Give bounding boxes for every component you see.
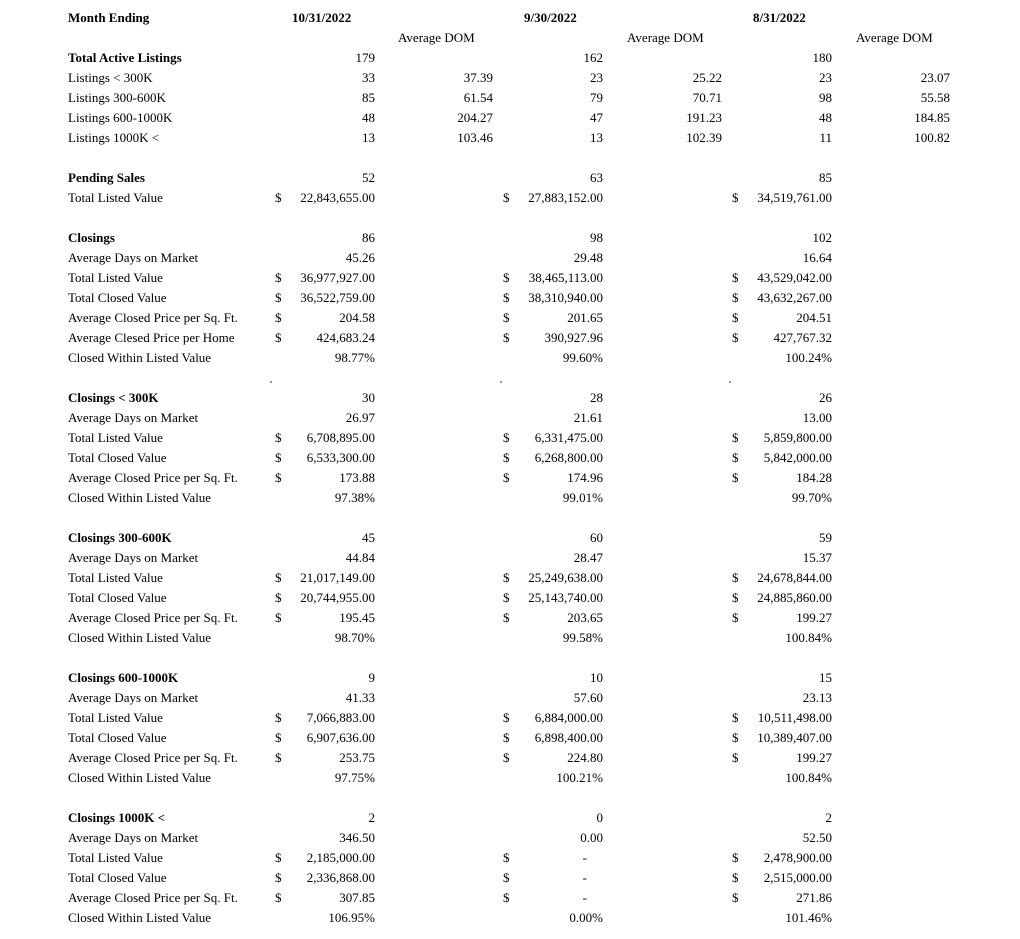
row-label: Average Days on Market [68,250,199,265]
cell-value: 184.28 [796,470,832,485]
cell-value: 11 [819,130,832,145]
table-row [0,888,1020,908]
cell-value: 28 [590,390,603,405]
currency-symbol: $ [503,430,510,445]
cell-value: 199.27 [796,750,832,765]
table-row [0,108,1020,128]
currency-symbol: $ [275,450,282,465]
table-row [0,308,1020,328]
row-label: Closed Within Listed Value [68,630,212,645]
table-row [0,688,1020,708]
cell-value: 99.01% [562,490,603,505]
stray-mark [729,381,731,383]
currency-symbol: $ [275,710,282,725]
row-label: Total Closed Value [68,290,167,305]
cell-value: 15 [819,670,832,685]
currency-symbol: $ [503,850,510,865]
cell-value: 199.27 [796,610,832,625]
cell-value: 10,389,407.00 [757,730,832,745]
period-header-1: 10/31/2022 [292,10,352,25]
table-row [0,908,1020,928]
currency-symbol: $ [503,470,510,485]
currency-symbol: $ [732,710,739,725]
cell-value: 79 [590,90,603,105]
currency-symbol: $ [732,450,739,465]
row-label: Listings 300-600K [68,90,166,105]
cell-value: 21.61 [573,410,603,425]
cell-value: 7,066,883.00 [306,710,375,725]
cell-value: 41.33 [345,690,375,705]
average-dom-value: 100.82 [914,130,950,145]
section-heading: Total Active Listings [68,50,182,65]
currency-symbol: $ [732,850,739,865]
row-label: Average Closed Price per Sq. Ft. [68,890,238,905]
cell-value: 24,885,860.00 [757,590,832,605]
table-row [0,808,1020,828]
stray-mark [500,381,502,383]
section-heading: Closings [68,230,115,245]
cell-value: 43,529,042.00 [757,270,832,285]
section-heading: Closings 1000K < [68,810,165,825]
currency-symbol: $ [732,890,739,905]
currency-symbol: $ [275,730,282,745]
cell-value: 99.60% [562,350,603,365]
cell-value: 85 [819,170,832,185]
currency-symbol: $ [732,750,739,765]
average-dom-value: 191.23 [686,110,722,125]
cell-value: 100.24% [785,350,832,365]
cell-value: 13 [362,130,375,145]
cell-value: 21,017,149.00 [300,570,375,585]
row-label: Total Listed Value [68,850,163,865]
cell-value: 6,884,000.00 [534,710,603,725]
cell-value: 59 [819,530,832,545]
row-label: Closed Within Listed Value [68,770,212,785]
cell-value: 23.13 [802,690,832,705]
table-row [0,328,1020,348]
currency-symbol: $ [503,290,510,305]
cell-value: 47 [590,110,603,125]
table-row [0,428,1020,448]
cell-value: 10,511,498.00 [757,710,832,725]
currency-symbol: $ [503,270,510,285]
table-row [0,128,1020,148]
cell-value: 27,883,152.00 [528,190,603,205]
row-label: Total Listed Value [68,190,163,205]
row-label: Total Closed Value [68,590,167,605]
table-row [0,588,1020,608]
table-row [0,528,1020,548]
cell-value: 2 [825,810,832,825]
currency-symbol: $ [732,610,739,625]
currency-symbol: $ [275,190,282,205]
cell-value: 307.85 [339,890,375,905]
cell-value: 57.60 [573,690,603,705]
row-label: Average Closed Price per Sq. Ft. [68,470,238,485]
cell-value: 100.21% [556,770,603,785]
cell-value: 9 [368,670,375,685]
currency-symbol: $ [503,870,510,885]
cell-value: 16.64 [802,250,832,265]
currency-symbol: $ [503,730,510,745]
cell-value: 2,478,900.00 [763,850,832,865]
currency-symbol: $ [275,890,282,905]
cell-value: 85 [362,90,375,105]
currency-symbol: $ [732,330,739,345]
cell-value: 38,465,113.00 [528,270,603,285]
cell-value: 253.75 [339,750,375,765]
table-row [0,448,1020,468]
average-dom-value: 37.39 [463,70,493,85]
table-row [0,388,1020,408]
cell-value: 44.84 [345,550,375,565]
cell-value: 22,843,655.00 [300,190,375,205]
table-row [0,768,1020,788]
cell-value: 25,249,638.00 [528,570,603,585]
table-row [0,608,1020,628]
dom-header-3: Average DOM [856,30,933,45]
section-heading: Closings < 300K [68,390,159,405]
cell-value: 5,859,800.00 [763,430,832,445]
cell-value: 180 [812,50,832,65]
average-dom-value: 102.39 [686,130,722,145]
currency-symbol: $ [732,570,739,585]
cell-value: 203.65 [567,610,603,625]
stray-mark [270,381,272,383]
cell-value: 99.70% [791,490,832,505]
currency-symbol: $ [275,590,282,605]
currency-symbol: $ [503,310,510,325]
table-row [0,468,1020,488]
row-label: Average Closed Price per Sq. Ft. [68,310,238,325]
table-row [0,728,1020,748]
section-heading: Closings 300-600K [68,530,172,545]
cell-value: 48 [819,110,832,125]
cell-value: 52 [362,170,375,185]
average-dom-value: 204.27 [457,110,493,125]
cell-value: 195.45 [339,610,375,625]
cell-value: 6,533,300.00 [306,450,375,465]
cell-value: 43,632,267.00 [757,290,832,305]
currency-symbol: $ [275,850,282,865]
cell-value: 271.86 [796,890,832,905]
currency-symbol: $ [503,750,510,765]
average-dom-value: 103.46 [457,130,493,145]
cell-value: 48 [362,110,375,125]
cell-value: 6,898,400.00 [534,730,603,745]
cell-value: 6,331,475.00 [534,430,603,445]
period-header-3: 8/31/2022 [753,10,806,25]
row-label: Average Clesed Price per Home [68,330,235,345]
cell-value: 100.84% [785,770,832,785]
currency-symbol: $ [503,890,510,905]
cell-value: 86 [362,230,375,245]
average-dom-value: 25.22 [692,70,722,85]
row-label: Total Listed Value [68,570,163,585]
cell-value: 60 [590,530,603,545]
cell-value: 2,185,000.00 [306,850,375,865]
table-row [0,748,1020,768]
cell-value: 102 [812,230,832,245]
cell-value: 26.97 [345,410,375,425]
row-label: Listings 1000K < [68,130,160,145]
currency-symbol: $ [503,610,510,625]
currency-symbol: $ [275,750,282,765]
currency-symbol: $ [732,470,739,485]
cell-value: 30 [362,390,375,405]
cell-value: 6,268,800.00 [534,450,603,465]
currency-symbol: $ [732,870,739,885]
cell-value: 0 [596,810,603,825]
cell-value: 346.50 [339,830,375,845]
dom-header-2: Average DOM [627,30,704,45]
cell-value: 24,678,844.00 [757,570,832,585]
currency-symbol: $ [503,330,510,345]
cell-value: 201.65 [567,310,603,325]
currency-symbol: $ [503,570,510,585]
cell-value: 2,336,868.00 [306,870,375,885]
cell-value: 0.00% [569,910,603,925]
cell-value: 179 [355,50,375,65]
cell-value: 2 [368,810,375,825]
cell-value: 45 [362,530,375,545]
cell-value: 10 [590,670,603,685]
currency-symbol: $ [732,730,739,745]
table-row [0,408,1020,428]
row-label: Closed Within Listed Value [68,910,212,925]
table-row [0,228,1020,248]
cell-value: 38,310,940.00 [528,290,603,305]
row-label: Total Listed Value [68,710,163,725]
cell-value: 427,767.32 [773,330,832,345]
cell-value: 0.00 [580,830,603,845]
currency-symbol: $ [275,270,282,285]
cell-value: 173.88 [339,470,375,485]
currency-symbol: $ [275,330,282,345]
section-heading: Closings 600-1000K [68,670,179,685]
row-label: Average Days on Market [68,410,199,425]
cell-value: 36,522,759.00 [300,290,375,305]
row-label: Total Listed Value [68,270,163,285]
cell-value: 2,515,000.00 [763,870,832,885]
cell-value: 98.77% [334,350,375,365]
row-label: Average Days on Market [68,690,199,705]
cell-value: 98 [819,90,832,105]
row-label: Average Closed Price per Sq. Ft. [68,750,238,765]
cell-value: 106.95% [328,910,375,925]
currency-symbol: $ [275,290,282,305]
cell-value: 100.84% [785,630,832,645]
currency-symbol: $ [275,570,282,585]
cell-value: 99.58% [562,630,603,645]
cell-value: 63 [590,170,603,185]
cell-value: 15.37 [802,550,832,565]
average-dom-value: 55.58 [920,90,950,105]
row-label: Average Closed Price per Sq. Ft. [68,610,238,625]
cell-value: 36,977,927.00 [300,270,375,285]
cell-value: 13.00 [802,410,832,425]
cell-value: 162 [583,50,603,65]
average-dom-value: 23.07 [920,70,950,85]
cell-value: 29.48 [573,250,603,265]
currency-symbol: $ [275,870,282,885]
currency-symbol: $ [732,310,739,325]
cell-value: 23 [819,70,832,85]
table-row [0,288,1020,308]
row-label: Average Days on Market [68,830,199,845]
cell-value: 45.26 [345,250,375,265]
cell-value: 33 [362,70,375,85]
section-heading: Pending Sales [68,170,145,185]
currency-symbol: $ [275,310,282,325]
cell-value: 52.50 [802,830,832,845]
cell-value: - [582,890,587,905]
currency-symbol: $ [732,190,739,205]
average-dom-value: 61.54 [463,90,493,105]
row-label: Closed Within Listed Value [68,490,212,505]
table-row [0,48,1020,68]
cell-value: 204.58 [339,310,375,325]
table-row [0,628,1020,648]
table-row [0,708,1020,728]
table-row [0,668,1020,688]
cell-value: 13 [590,130,603,145]
row-label: Total Closed Value [68,730,167,745]
cell-value: 424,683.24 [316,330,375,345]
currency-symbol: $ [503,590,510,605]
cell-value: 5,842,000.00 [763,450,832,465]
currency-symbol: $ [732,290,739,305]
currency-symbol: $ [732,590,739,605]
currency-symbol: $ [275,470,282,485]
month-ending-label: Month Ending [68,10,150,25]
table-row [0,868,1020,888]
cell-value: 97.75% [334,770,375,785]
average-dom-value: 70.71 [692,90,722,105]
header-row [0,8,1020,28]
currency-symbol: $ [732,270,739,285]
table-row [0,188,1020,208]
table-row [0,248,1020,268]
cell-value: 25,143,740.00 [528,590,603,605]
row-label: Listings 600-1000K [68,110,173,125]
row-label: Closed Within Listed Value [68,350,212,365]
average-dom-value: 184.85 [914,110,950,125]
dom-header-row [0,28,1020,48]
cell-value: 174.96 [567,470,603,485]
currency-symbol: $ [732,430,739,445]
table-row [0,168,1020,188]
currency-symbol: $ [503,710,510,725]
row-label: Total Closed Value [68,870,167,885]
cell-value: 34,519,761.00 [757,190,832,205]
cell-value: 6,708,895.00 [306,430,375,445]
cell-value: 97.38% [334,490,375,505]
table-row [0,348,1020,368]
cell-value: 20,744,955.00 [300,590,375,605]
table-row [0,568,1020,588]
cell-value: 6,907,636.00 [306,730,375,745]
cell-value: 101.46% [785,910,832,925]
table-row [0,848,1020,868]
row-label: Total Closed Value [68,450,167,465]
row-label: Listings < 300K [68,70,153,85]
table-row [0,68,1020,88]
currency-symbol: $ [503,450,510,465]
currency-symbol: $ [275,610,282,625]
table-row [0,88,1020,108]
currency-symbol: $ [275,430,282,445]
cell-value: 98.70% [334,630,375,645]
cell-value: 26 [819,390,832,405]
cell-value: 98 [590,230,603,245]
currency-symbol: $ [503,190,510,205]
cell-value: 28.47 [573,550,603,565]
cell-value: - [582,850,587,865]
row-label: Total Listed Value [68,430,163,445]
table-row [0,488,1020,508]
cell-value: 390,927.96 [544,330,603,345]
table-row [0,548,1020,568]
cell-value: 23 [590,70,603,85]
period-header-2: 9/30/2022 [524,10,577,25]
cell-value: - [582,870,587,885]
row-label: Average Days on Market [68,550,199,565]
table-row [0,268,1020,288]
table-row [0,828,1020,848]
dom-header-1: Average DOM [398,30,475,45]
cell-value: 224.80 [567,750,603,765]
cell-value: 204.51 [796,310,832,325]
